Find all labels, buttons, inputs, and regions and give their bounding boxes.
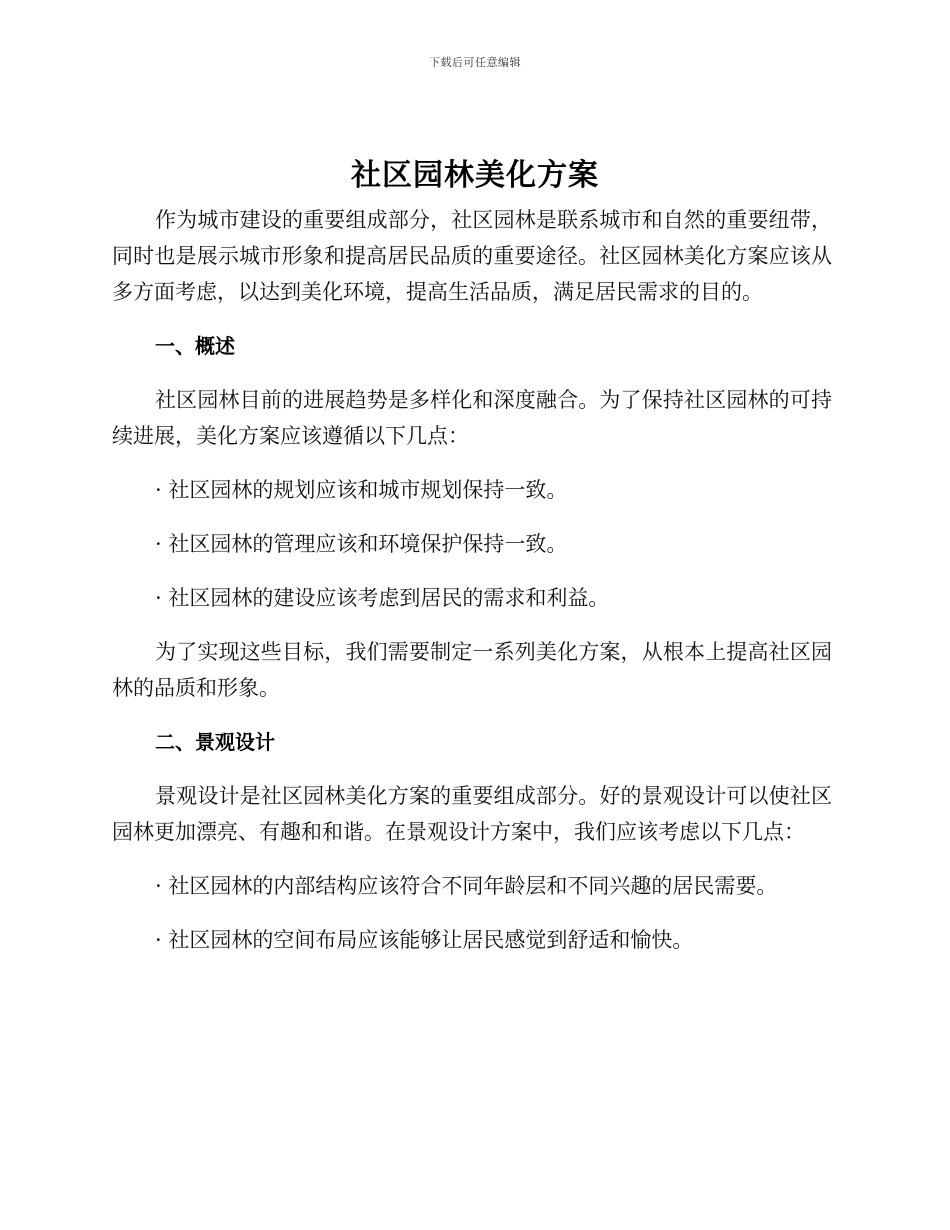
overview-conclusion-paragraph: 为了实现这些目标，我们需要制定一系列美化方案，从根本上提高社区园林的品质和形象。 bbox=[112, 640, 832, 700]
intro-paragraph: 作为城市建设的重要组成部分，社区园林是联系城市和自然的重要纽带，同时也是展示城市形象和提高居民品质的重要途径。社区园林美化方案应该从多方面考虑，以达到美化环境，提高生活品质，满足居民需求的目的。 bbox=[112, 208, 832, 304]
section-heading-overview: 一、概述 bbox=[155, 334, 235, 358]
bullet-item: · 社区园林的内部结构应该符合不同年龄层和不同兴趣的居民需要。 bbox=[155, 874, 778, 898]
overview-paragraph: 社区园林目前的进展趋势是多样化和深度融合。为了保持社区园林的可持续进展，美化方案应该遵循以下几点： bbox=[112, 388, 832, 448]
document-body bbox=[112, 202, 832, 958]
bullet-item: · 社区园林的规划应该和城市规划保持一致。 bbox=[155, 478, 568, 502]
landscape-paragraph: 景观设计是社区园林美化方案的重要组成部分。好的景观设计可以使社区园林更加漂亮、有趣和和谐。在景观设计方案中，我们应该考虑以下几点： bbox=[112, 784, 832, 844]
bullet-item: · 社区园林的空间布局应该能够让居民感觉到舒适和愉快。 bbox=[155, 928, 694, 952]
bullet-item: · 社区园林的建设应该考虑到居民的需求和利益。 bbox=[155, 586, 610, 610]
page-header: 下载后可任意编辑 bbox=[429, 56, 521, 69]
document-title: 社区园林美化方案 bbox=[351, 158, 599, 193]
bullet-item: · 社区园林的管理应该和环境保护保持一致。 bbox=[155, 532, 568, 556]
section-heading-landscape: 二、景观设计 bbox=[155, 730, 275, 754]
